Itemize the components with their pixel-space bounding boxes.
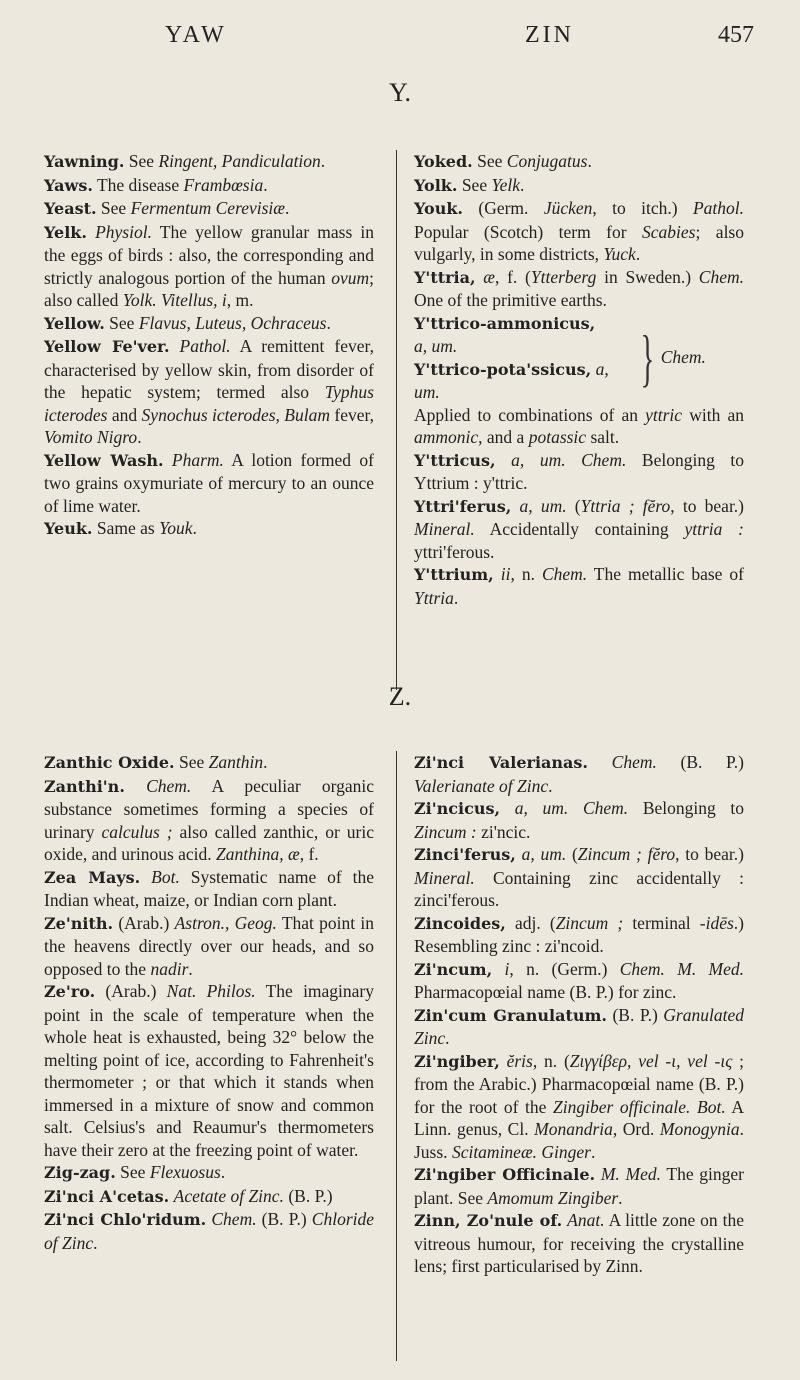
definition-text xyxy=(492,959,504,979)
headword: Zinn, Zo'nule of. xyxy=(414,1211,563,1230)
definition-text: See xyxy=(457,174,492,195)
italic-text: ovum xyxy=(331,267,370,288)
italic-text: Zanthin xyxy=(208,752,264,772)
definition-text: yttri'ferous. xyxy=(414,541,495,562)
definition-text: . xyxy=(263,752,268,772)
definition-text: A lotion formed of two grains oxymuriate of mercury to an ounce of lime water. xyxy=(44,449,374,516)
definition-text: , f. xyxy=(299,844,319,864)
definition-text: ; from the Arabic.) Pharmacopœial name (B. P.) for the root of the xyxy=(414,1050,744,1117)
definition-text: One of the primitive earths. xyxy=(414,290,607,310)
definition-text xyxy=(496,450,512,470)
dictionary-entry xyxy=(414,1050,744,1164)
italic-text: Zanthina, æ xyxy=(216,844,300,864)
italic-text: yttric xyxy=(645,404,683,425)
dictionary-entry xyxy=(44,1185,374,1209)
italic-text: a, um. Chem. xyxy=(514,798,629,818)
italic-text: Chem. xyxy=(611,752,657,772)
definition-text: See xyxy=(104,312,139,333)
definition-text: . xyxy=(618,1187,623,1208)
definition-text: , n. ( xyxy=(532,1050,570,1071)
definition-text: . xyxy=(635,244,641,264)
definition-text: ( xyxy=(566,495,581,516)
definition-text: The disease xyxy=(92,174,184,195)
italic-text: Monogynia xyxy=(659,1119,740,1139)
definition-text: terminal - xyxy=(623,912,706,933)
italic-text: nadir xyxy=(150,958,189,979)
headword: Yeuk. xyxy=(44,519,93,538)
dictionary-entry xyxy=(414,1004,744,1050)
headword: Zanthi'n. xyxy=(44,776,125,796)
definition-text xyxy=(140,867,151,887)
italic-text: Physiol. xyxy=(95,221,152,242)
definition-text: A remittent fever, characterised by yellow skin, from disorder of the hepatic system; termed also xyxy=(44,336,375,402)
dictionary-entry xyxy=(414,495,744,564)
italic-text: Conjugatus xyxy=(506,151,588,171)
definition-text: , and a xyxy=(478,427,529,447)
headword: Zincoides, xyxy=(414,913,506,933)
italic-text: Bot. xyxy=(151,866,180,887)
headword: Yaws. xyxy=(44,175,93,195)
headword: Yelk. xyxy=(44,222,87,242)
definition-text: See xyxy=(174,752,209,772)
headword: Y'ttrico-pota'ssicus, xyxy=(414,359,592,379)
italic-text: Yelk xyxy=(491,174,520,195)
definition-text: (Arab.) xyxy=(113,912,175,933)
italic-text: Zincum ; xyxy=(555,912,624,933)
braced-headwords xyxy=(414,312,636,404)
definition-text: Belonging to Yttrium : y'ttric. xyxy=(414,449,744,493)
italic-text: Zingiber officinale. Bot. xyxy=(553,1096,726,1117)
definition-text xyxy=(588,752,612,772)
definition-text: , to bear.) xyxy=(675,844,744,864)
dictionary-entry xyxy=(414,843,744,912)
column-divider xyxy=(396,150,397,690)
italic-text: Anat. xyxy=(567,1210,605,1230)
definition-text: . xyxy=(548,775,553,796)
definition-text: . xyxy=(453,587,459,608)
definition-text: , f. ( xyxy=(494,266,531,287)
definition-text: (B. P.) xyxy=(283,1185,333,1206)
italic-text: ĕris xyxy=(506,1050,533,1071)
definition-text xyxy=(494,564,501,584)
headword: Zi'ncicus, xyxy=(414,799,501,818)
definition-text: . xyxy=(93,1232,98,1253)
headword: Yellow. xyxy=(44,313,105,333)
definition-text: . xyxy=(137,427,142,447)
definition-text: in Sweden.) xyxy=(596,266,699,287)
definition-text: See xyxy=(124,151,159,171)
italic-text: æ xyxy=(483,266,495,287)
italic-text: Monandria xyxy=(534,1119,613,1139)
guide-word-left: YAW xyxy=(165,22,227,48)
definition-text xyxy=(511,496,519,516)
dictionary-entry xyxy=(44,221,374,312)
definition-text: salt. xyxy=(586,427,620,447)
italic-text: Valerianate of Zinc xyxy=(414,775,549,796)
definition-text xyxy=(500,798,515,818)
column-y-right xyxy=(414,150,744,609)
definition-text: A little zone on the vitreous humour, for receiving the crystalline lens; first particularised by Zinn. xyxy=(414,1210,745,1276)
headword: Zea Mays. xyxy=(44,867,141,887)
definition-text: . xyxy=(445,1028,450,1048)
dictionary-entry xyxy=(414,563,744,609)
page-number: 457 xyxy=(718,22,754,48)
definition-text: .) Resembling zinc : zi'ncoid. xyxy=(414,912,744,956)
dictionary-entry xyxy=(44,751,374,775)
dictionary-entry xyxy=(414,797,744,843)
dictionary-entry xyxy=(414,404,744,449)
headword: Y'ttricus, xyxy=(414,450,496,470)
italic-text: Yttria ; fĕro xyxy=(580,495,671,516)
italic-text: Ζιγγίβερ, vel -ι, vel -ις xyxy=(569,1050,733,1071)
headword: Yeast. xyxy=(44,199,97,218)
italic-text: a, um. Chem. xyxy=(511,449,627,470)
italic-text: Yolk. Vitellus, i xyxy=(122,290,227,310)
definition-text: and xyxy=(107,404,142,425)
dictionary-entry xyxy=(44,912,374,981)
italic-text: yttria : xyxy=(684,519,745,539)
inflection: a, um. xyxy=(414,358,609,402)
definition-text: ( xyxy=(566,844,578,864)
headword: Zi'ngiber Officinale. xyxy=(414,1165,596,1184)
headword: Ze'nith. xyxy=(44,913,114,933)
definition-text: Accidentally containing xyxy=(474,519,685,539)
dictionary-entry xyxy=(44,866,374,912)
definition-text: The ginger plant. See xyxy=(414,1164,745,1208)
dictionary-entry xyxy=(414,174,744,198)
italic-text: Zincum : xyxy=(414,821,477,842)
italic-text: potassic xyxy=(528,427,587,447)
definition-text: , to itch.) xyxy=(592,198,693,218)
italic-text: idēs xyxy=(705,912,734,933)
definition-text: (B. P.) xyxy=(656,752,745,772)
italic-text: Chem. xyxy=(211,1209,257,1229)
definition-text xyxy=(164,450,172,470)
definition-text: adj. ( xyxy=(505,912,556,933)
definition-text: . xyxy=(326,312,331,333)
italic-text: Chloride of Zinc xyxy=(44,1209,375,1253)
definition-text: A peculiar organic substance sometimes forming a species of urinary xyxy=(44,775,374,842)
headword: Zi'ngiber, xyxy=(414,1051,500,1071)
column-y-left xyxy=(44,150,374,541)
italic-text: Jücken xyxy=(543,198,593,218)
definition-text: with an xyxy=(682,404,744,425)
dictionary-entry xyxy=(44,150,374,174)
dictionary-entry xyxy=(44,1208,374,1254)
dictionary-entry xyxy=(44,980,374,1161)
dictionary-entry xyxy=(44,335,374,449)
italic-text: ii xyxy=(500,564,511,584)
italic-text: Pathol. xyxy=(692,198,744,218)
definition-text: . xyxy=(590,1141,596,1162)
definition-text: Belonging to xyxy=(628,798,745,818)
italic-text: Yttria xyxy=(414,587,454,608)
dictionary-entry xyxy=(44,775,374,866)
definition-text: That point in the heavens directly over our heads, and so opposed to the xyxy=(44,912,375,979)
headword: Y'ttria, xyxy=(414,267,476,287)
dictionary-entry xyxy=(414,751,744,797)
definition-text: See xyxy=(472,151,507,171)
headword: Zi'nci Valerianas. xyxy=(414,753,588,772)
headword: Zi'nci A'cetas. xyxy=(44,1186,170,1206)
headword: Zinci'ferus, xyxy=(414,845,516,864)
dictionary-entry xyxy=(414,266,744,312)
italic-text: Mineral. xyxy=(414,519,475,539)
definition-text: Containing zinc accidentally : zinci'ferous. xyxy=(414,867,744,910)
italic-text: Yuck xyxy=(603,244,636,264)
curly-brace: } xyxy=(640,321,655,393)
italic-text: Vomito Nigro xyxy=(44,427,138,447)
headword: Zig-zag. xyxy=(44,1163,116,1182)
braced-entry xyxy=(414,358,636,404)
italic-text: Synochus icterodes, Bulam xyxy=(141,404,330,425)
definition-text: Systematic name of the Indian wheat, maize, or Indian corn plant. xyxy=(44,866,375,910)
headword: Yellow Fe'ver. xyxy=(44,337,170,356)
definition-text: (Arab.) xyxy=(95,981,167,1001)
italic-text: Chem. xyxy=(541,564,588,584)
dictionary-entry xyxy=(414,912,744,958)
section-letter-z: Z. xyxy=(388,682,412,711)
definition-text: (Germ. xyxy=(463,198,544,218)
italic-text: Chem. xyxy=(698,266,744,287)
italic-text: Frambœsia xyxy=(183,174,264,195)
italic-text: Typhus icterodes xyxy=(44,382,374,425)
definition-text: (B. P.) xyxy=(256,1209,312,1229)
braced-entry xyxy=(414,312,636,336)
definition-text: , n. (Germ.) xyxy=(509,958,620,979)
dictionary-entry xyxy=(44,517,374,541)
guide-word-right: ZIN xyxy=(525,22,574,48)
definition-text: (B. P.) xyxy=(606,1004,664,1025)
definition-text: Pharmacopœial name (B. P.) for zinc. xyxy=(414,982,677,1002)
dictionary-entry xyxy=(44,1161,374,1185)
italic-text: Youk xyxy=(159,518,193,538)
headword: Zi'ncum, xyxy=(414,959,493,979)
definition-text: , to bear.) xyxy=(670,495,745,516)
italic-text: Scitamineæ. Ginger xyxy=(451,1141,591,1162)
definition-text: . Juss. xyxy=(414,1119,744,1162)
definition-text xyxy=(87,222,95,242)
definition-text: , n. xyxy=(510,564,542,584)
italic-text: calculus ; xyxy=(101,821,173,842)
definition-text: also called zanthic, or uric oxide, and urinous acid. xyxy=(44,821,374,864)
column-z-right xyxy=(414,751,744,1278)
italic-text: Scabies xyxy=(642,221,696,242)
definition-text xyxy=(500,1051,507,1071)
definition-text: , m. xyxy=(226,290,254,310)
headword: Zi'nci Chlo'ridum. xyxy=(44,1210,207,1229)
italic-text: ammonic xyxy=(414,427,479,447)
dictionary-entry xyxy=(44,174,374,198)
italic-text: Zincum ; fĕro xyxy=(577,844,676,864)
headword: Yttri'ferus, xyxy=(414,496,512,516)
definition-text: . xyxy=(220,1162,226,1182)
definition-text: Applied to combinations of an xyxy=(414,404,646,425)
definition-text: Popular (Scotch) term for xyxy=(414,221,643,242)
headword: Y'ttrium, xyxy=(414,565,494,584)
italic-text: Pathol. xyxy=(179,336,231,356)
braced-entries xyxy=(414,312,744,404)
definition-text: , Ord. xyxy=(612,1119,660,1139)
italic-text: Chem. xyxy=(146,775,192,796)
headword: Yellow Wash. xyxy=(44,450,164,470)
definition-text: fever, xyxy=(329,404,374,425)
definition-text: . xyxy=(587,151,592,171)
italic-text: M. Med. xyxy=(600,1164,661,1184)
definition-text xyxy=(170,336,180,356)
italic-text: Astron., Geog. xyxy=(174,912,277,933)
running-head xyxy=(0,22,800,62)
definition-text xyxy=(125,776,146,796)
definition-text: ; also called xyxy=(44,267,374,310)
definition-text: . xyxy=(192,518,197,538)
italic-text: i xyxy=(504,958,510,979)
dictionary-entry xyxy=(44,449,374,518)
dictionary-entry xyxy=(414,449,744,495)
headword: Ze'ro. xyxy=(44,982,96,1001)
definition-text: . xyxy=(188,958,193,979)
dictionary-entry xyxy=(414,1163,744,1209)
definition-text: . xyxy=(320,151,326,171)
italic-text: Flavus, Luteus, Ochraceus xyxy=(138,312,327,333)
italic-text: Acetate of Zinc. xyxy=(173,1185,284,1206)
headword: Zanthic Oxide. xyxy=(44,753,175,772)
brace-label: Chem. xyxy=(660,347,706,368)
italic-text: Granulated Zinc xyxy=(414,1004,744,1048)
definition-text: The yellow granular mass in the eggs of birds : also, the corresponding and strictly analogous portion of the human xyxy=(44,221,374,288)
inflection: a, um. xyxy=(414,336,458,356)
headword: Yolk. xyxy=(414,175,458,195)
column-divider xyxy=(396,751,397,1361)
italic-text: Ytterberg xyxy=(530,266,597,287)
entries-y-right-top xyxy=(414,150,744,312)
entries-y-right-bottom xyxy=(414,404,744,610)
definition-text: A Linn. genus, Cl. xyxy=(414,1096,744,1139)
italic-text: Chem. M. Med. xyxy=(619,958,744,979)
definition-text: Same as xyxy=(92,518,160,538)
italic-text: Pharm. xyxy=(171,449,224,470)
definition-text: . xyxy=(284,198,290,218)
headword: Zin'cum Granulatum. xyxy=(414,1005,607,1025)
dictionary-entry xyxy=(414,958,744,1004)
headword: Youk. xyxy=(414,199,463,218)
headword: Yoked. xyxy=(414,152,473,171)
dictionary-entry xyxy=(44,312,374,336)
section-letter-y: Y. xyxy=(389,78,411,107)
braced-entry-forms xyxy=(414,335,636,358)
italic-text: Ringent, Pandiculation xyxy=(158,151,321,171)
definition-text: The imaginary point in the scale of temperature when the whole heat is exhausted, being 32° below the melting point of ice, according to Fahrenheit's thermometer ; or that which it stands when immersed in a mixture of snow and common salt. Celsius's and Reaumur's thermometers have their zero at the freezing point of water. xyxy=(44,981,375,1160)
italic-text: Flexuosus xyxy=(149,1162,221,1182)
definition-text: The metallic base of xyxy=(587,564,744,584)
italic-text: Amomum Zingiber xyxy=(487,1187,619,1208)
definition-text: ; also vulgarly, in some districts, xyxy=(414,221,744,264)
column-z-left xyxy=(44,751,374,1254)
dictionary-entry xyxy=(414,197,744,266)
italic-text: a, um. xyxy=(521,844,567,864)
italic-text: a, um. xyxy=(519,495,567,516)
definition-text: . xyxy=(263,174,268,195)
italic-text: Mineral. xyxy=(414,867,475,888)
definition-text: See xyxy=(96,198,131,218)
definition-text: zi'ncic. xyxy=(476,821,531,842)
headword: Y'ttrico-ammonicus, xyxy=(414,313,596,333)
definition-text: See xyxy=(115,1162,150,1182)
italic-text: Nat. Philos. xyxy=(166,981,256,1001)
definition-text: . xyxy=(520,174,525,195)
dictionary-entry xyxy=(414,150,744,174)
dictionary-entry xyxy=(44,197,374,221)
dictionary-entry xyxy=(414,1209,744,1278)
italic-text: Fermentum Cerevisiæ xyxy=(130,198,285,218)
headword: Yawning. xyxy=(44,152,125,171)
